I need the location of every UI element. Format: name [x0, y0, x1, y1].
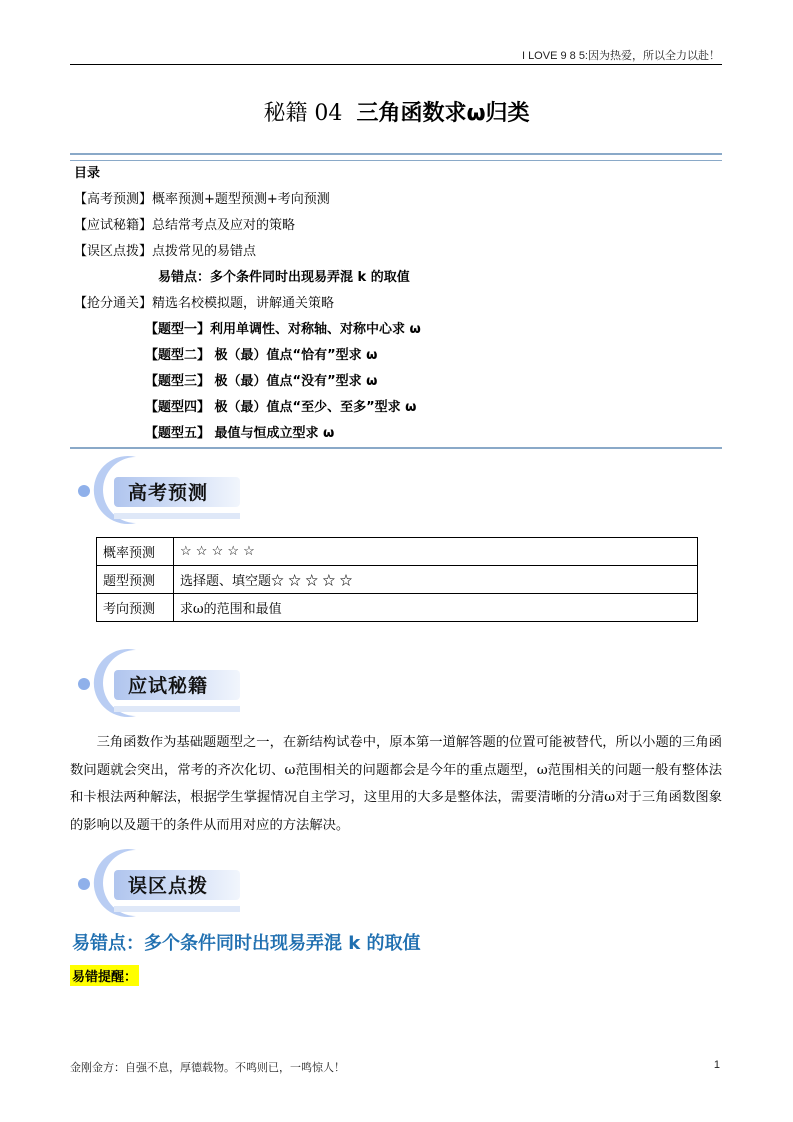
header-rule [70, 64, 722, 65]
toc-subitem-type5[interactable]: 【题型五】 最值与恒成立型求 ω [145, 426, 335, 441]
section-banner-mistakes [74, 846, 244, 918]
error-point-heading: 易错点：多个条件同时出现易弄混 k 的取值 [72, 933, 421, 954]
toc-item-practice[interactable]: 【抢分通关】精选名校模拟题，讲解通关策略 [74, 296, 335, 311]
toc-subitem-type1[interactable]: 【题型一】利用单调性、对称轴、对称中心求 ω [145, 322, 421, 337]
page-number: 1 [713, 1059, 720, 1071]
toc-bottom-rule [70, 447, 722, 449]
prediction-table [96, 537, 698, 622]
toc-heading: 目录 [74, 166, 101, 181]
toc-item-mistakes[interactable]: 【误区点拨】点拨常见的易错点 [74, 244, 257, 259]
toc-item-secrets[interactable]: 【应试秘籍】总结常考点及应对的策略 [74, 218, 296, 233]
table-row [97, 594, 698, 622]
error-hint-label: 易错提醒： [70, 965, 139, 986]
banner-title: 高考预测 [128, 482, 209, 504]
table-row [97, 538, 698, 566]
table-cell-value: 选择题、填空题☆ ☆ ☆ ☆ ☆ [174, 566, 698, 594]
table-cell-key: 概率预测 [97, 538, 174, 566]
page-header-text: I LOVE 9 8 5:因为热爱，所以全力以赴！ [521, 50, 720, 62]
section-banner-predict [74, 453, 244, 525]
toc-subitem-type2[interactable]: 【题型二】 极（最）值点“恰有”型求 ω [145, 348, 378, 363]
table-cell-key: 考向预测 [97, 594, 174, 622]
table-row [97, 566, 698, 594]
banner-title: 应试秘籍 [128, 675, 209, 697]
strategy-paragraph: 三角函数作为基础题题型之一，在新结构试卷中，原本第一道解答题的位置可能被替代，所以小题的三角函数问题就会突出，常考的齐次化切、ω范围相关的问题都会是今年的重点题型，ω范围相关的问题一般有整体法和卡根法两种解法，根据学生掌握情况自主学习，这里用的大多是整体法，需要清晰的分清ω对于三角函数图象的影响以及题干的条件从而用对应的方法解决。 [70, 735, 722, 833]
title-double-rule [70, 153, 722, 161]
table-cell-value: ☆ ☆ ☆ ☆ ☆ [174, 538, 698, 566]
banner-title: 误区点拨 [128, 875, 209, 897]
title-prefix: 秘籍 04 [263, 101, 343, 126]
page-footer-text: 金刚金方：自强不息，厚德载物。不鸣则已，一鸣惊人！ [70, 1061, 345, 1074]
section-banner-secrets [74, 646, 244, 718]
table-cell-value: 求ω的范围和最值 [174, 594, 698, 622]
toc-item-predict[interactable]: 【高考预测】概率预测+题型预测+考向预测 [74, 192, 330, 207]
toc-subitem-type3[interactable]: 【题型三】 极（最）值点“没有”型求 ω [145, 374, 378, 389]
toc-subitem-type4[interactable]: 【题型四】 极（最）值点“至少、至多”型求 ω [145, 400, 417, 415]
title-main: 三角函数求ω归类 [356, 101, 530, 126]
table-cell-key: 题型预测 [97, 566, 174, 594]
document-title [0, 96, 793, 127]
toc-subitem-error-point[interactable]: 易错点：多个条件同时出现易弄混 k 的取值 [158, 270, 410, 285]
